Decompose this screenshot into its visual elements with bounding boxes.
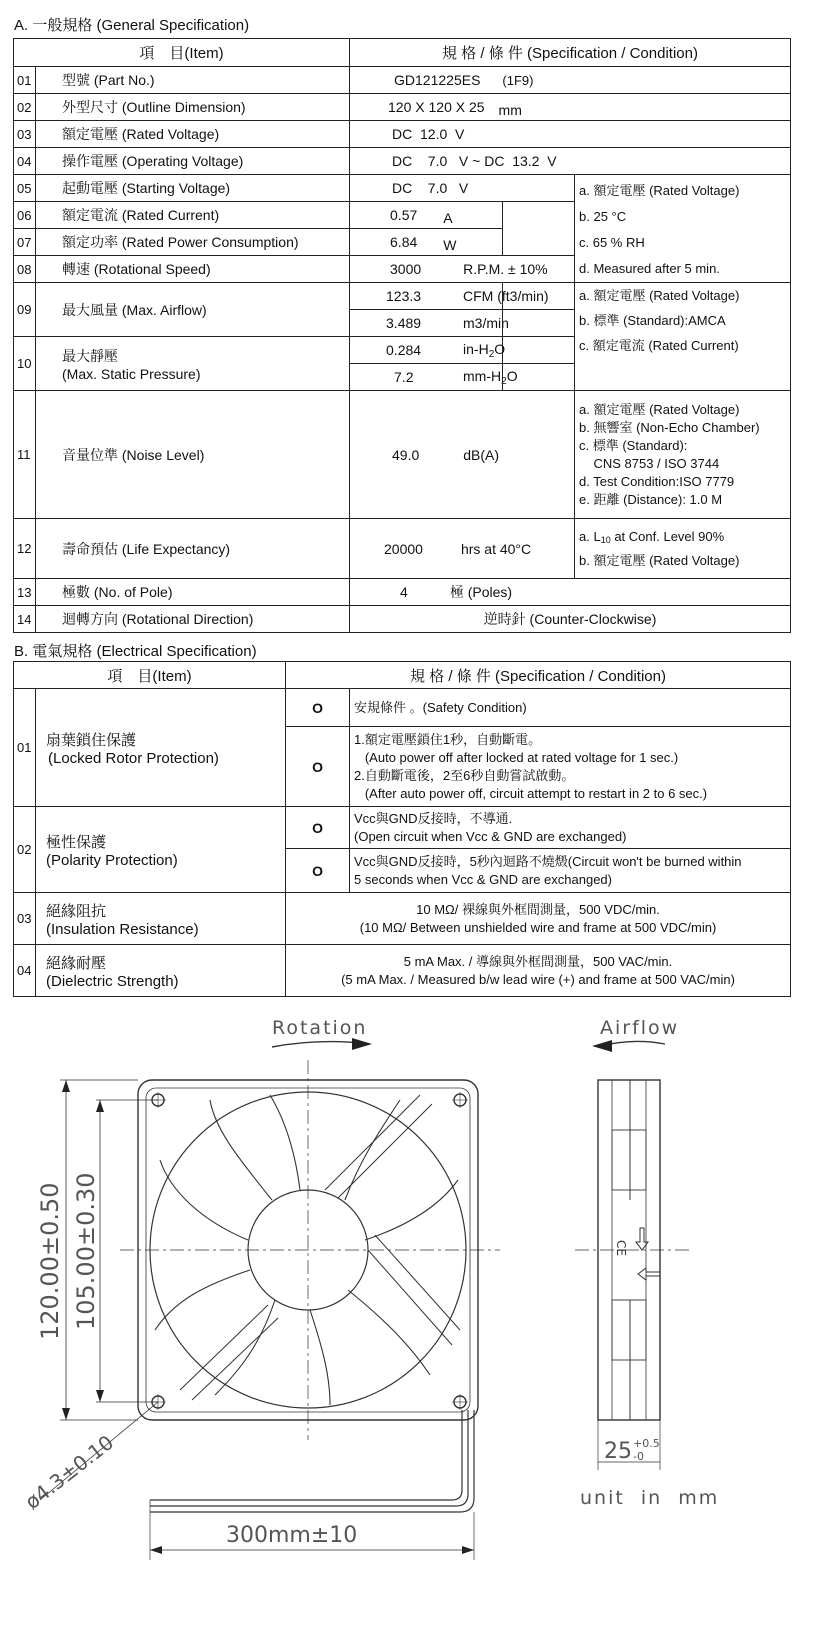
tolerance (503, 202, 575, 256)
item-dielectric: 絕緣耐壓 (Dielectric Strength) (36, 945, 286, 997)
ce-mark: CE (614, 1240, 628, 1256)
cond-locked-rotor: 1.額定電壓鎖住1秒，自動斷電。 (Auto power off after locked at rated voltage for 1 sec.) 2.自動斷電後，2至6秒自動嘗試啟動。 (After auto power off, circuit attempt to restart in 2 to 6 sec.) (350, 727, 791, 807)
item-noise: 音量位準 (Noise Level) (36, 391, 350, 519)
value-airflow-cfm: 123.3 (350, 283, 503, 310)
conditions-group-3: a. 額定電壓 (Rated Voltage) b. 無響室 (Non-Echo Chamber) c. 標準 (Standard): CNS 8753 / ISO 3744 d. Test Condition:ISO 7779 e. 距離 (Distance): 1.0 M (575, 391, 791, 519)
dim-wire: 300mm±10 (226, 1523, 358, 1548)
row-number: 01 (14, 689, 36, 807)
unit-airflow-m3: m3/min (503, 310, 575, 337)
row-number: 03 (14, 121, 36, 148)
dim-hole: ø4.3±0.10 (20, 1430, 119, 1514)
item-poles: 極數 (No. of Pole) (36, 579, 350, 606)
mark-o: O (286, 689, 350, 727)
row-number: 09 (14, 283, 36, 337)
value-rated-voltage: DC 12.0 V (350, 121, 791, 148)
row-number: 08 (14, 256, 36, 283)
value-direction: 逆時針 (Counter-Clockwise) (350, 606, 791, 633)
electrical-spec-table (13, 661, 791, 997)
item-outline: 外型尺寸 (Outline Dimension) (36, 94, 350, 121)
row-number: 14 (14, 606, 36, 633)
conditions-group-4: a. L10 at Conf. Level 90% b. 額定電壓 (Rated Voltage) (575, 519, 791, 579)
lead-wire (150, 1410, 462, 1500)
airflow-arrowhead (592, 1040, 612, 1052)
mark-o: O (286, 727, 350, 807)
item-rated-current: 額定電流 (Rated Current) (36, 202, 350, 229)
value-poles: 4 極 (Poles) (350, 579, 791, 606)
value-part-no: GD121225ES (1F9) (350, 67, 791, 94)
value-starting-voltage: DC 7.0 V (350, 175, 575, 202)
value-dielectric: 5 mA Max. / 導線與外框間測量，500 VAC/min. (5 mA Max. / Measured b/w lead wire (+) and frame at 500 VAC/min) (286, 945, 791, 997)
value-insulation: 10 MΩ/ 裸線與外框間測量，500 VDC/min. (10 MΩ/ Between unshielded wire and frame at 500 VDC/min) (286, 893, 791, 945)
dim-outer: 120.00±0.50 (36, 1182, 64, 1340)
row-number: 04 (14, 945, 36, 997)
value-noise: 49.0 dB(A) (350, 391, 575, 519)
header-item: 項 目(Item) (14, 39, 350, 67)
value-pressure-mm: 7.2 (350, 364, 503, 391)
header-spec: 規 格 / 條 件 (Specification / Condition) (350, 39, 791, 67)
conditions-group-1: a. 額定電壓 (Rated Voltage) b. 25 °C c. 65 % RH d. Measured after 5 min. (575, 175, 791, 283)
unit-airflow-cfm: CFM (ft3/min) (503, 283, 575, 310)
value-outline: 120 X 120 X 25 mm (350, 94, 791, 121)
cond-safety: 安規條件 。(Safety Condition) (350, 689, 791, 727)
mark-o: O (286, 849, 350, 893)
row-number: 10 (14, 337, 36, 391)
conditions-group-2: a. 額定電壓 (Rated Voltage) b. 標準 (Standard):AMCA c. 額定電流 (Rated Current) (575, 283, 791, 391)
item-rated-power: 額定功率 (Rated Power Consumption) (36, 229, 350, 256)
row-number: 06 (14, 202, 36, 229)
item-speed: 轉速 (Rotational Speed) (36, 256, 350, 283)
rotation-label: Rotation (272, 1017, 368, 1039)
airflow-label: Airflow (600, 1017, 680, 1039)
row-number: 05 (14, 175, 36, 202)
item-life: 壽命預估 (Life Expectancy) (36, 519, 350, 579)
item-insulation: 絕緣阻抗 (Insulation Resistance) (36, 893, 286, 945)
item-operating-voltage: 操作電壓 (Operating Voltage) (36, 148, 350, 175)
unit-pressure-mm: $mm-H_2O$ (503, 364, 575, 391)
row-number: 03 (14, 893, 36, 945)
item-airflow: 最大風量 (Max. Airflow) (36, 283, 350, 337)
unit-pressure-in: $in-H_2O$ (503, 337, 575, 364)
row-number: 02 (14, 807, 36, 893)
row-number: 02 (14, 94, 36, 121)
row-number: 07 (14, 229, 36, 256)
dim-thickness: 25 (604, 1439, 632, 1464)
value-operating-voltage: DC 7.0 V ~ DC 13.2 V (350, 148, 791, 175)
item-locked-rotor: 扇葉鎖住保護 (Locked Rotor Protection) (36, 689, 286, 807)
value-rated-current: 0.57 A (350, 202, 503, 229)
row-number: 04 (14, 148, 36, 175)
item-direction: 迴轉方向 (Rotational Direction) (36, 606, 350, 633)
item-rated-voltage: 額定電壓 (Rated Voltage) (36, 121, 350, 148)
row-number: 12 (14, 519, 36, 579)
general-spec-table (13, 38, 791, 633)
row-number: 11 (14, 391, 36, 519)
section-a-title: A. 一般規格 (General Specification) (14, 17, 250, 34)
item-starting-voltage: 起動電壓 (Starting Voltage) (36, 175, 350, 202)
item-polarity: 極性保護 (Polarity Protection) (36, 807, 286, 893)
value-rated-power: 6.84 W (350, 229, 503, 256)
header-item: 項 目(Item) (14, 662, 286, 689)
row-number: 01 (14, 67, 36, 94)
tol-minus: -0 (633, 1450, 644, 1463)
cond-polarity-1: Vcc與GND反接時，不導通. (Open circuit when Vcc & GND are exchanged) (350, 807, 791, 849)
fan-drawing (0, 1000, 830, 1631)
header-spec: 規 格 / 條 件 (Specification / Condition) (286, 662, 791, 689)
section-b-title: B. 電氣規格 (Electrical Specification) (14, 643, 257, 660)
mark-o: O (286, 807, 350, 849)
value-pressure-in: 0.284 (350, 337, 503, 364)
dim-inner: 105.00±0.30 (72, 1172, 100, 1330)
item-part-no: 型號 (Part No.) (36, 67, 350, 94)
unit-label: unit in mm (580, 1487, 720, 1509)
rotation-arrowhead (352, 1038, 372, 1050)
value-speed: 3000 R.P.M. ± 10% (350, 256, 575, 283)
value-airflow-m3: 3.489 (350, 310, 503, 337)
item-static-pressure: 最大靜壓 (Max. Static Pressure) (36, 337, 350, 391)
value-life: 20000 hrs at 40°C (350, 519, 575, 579)
row-number: 13 (14, 579, 36, 606)
tol-plus: +0.5 (633, 1437, 660, 1450)
cond-polarity-2: Vcc與GND反接時，5秒內迴路不燒燬(Circuit won't be burned within 5 seconds when Vcc & GND are exchanged) (350, 849, 791, 893)
